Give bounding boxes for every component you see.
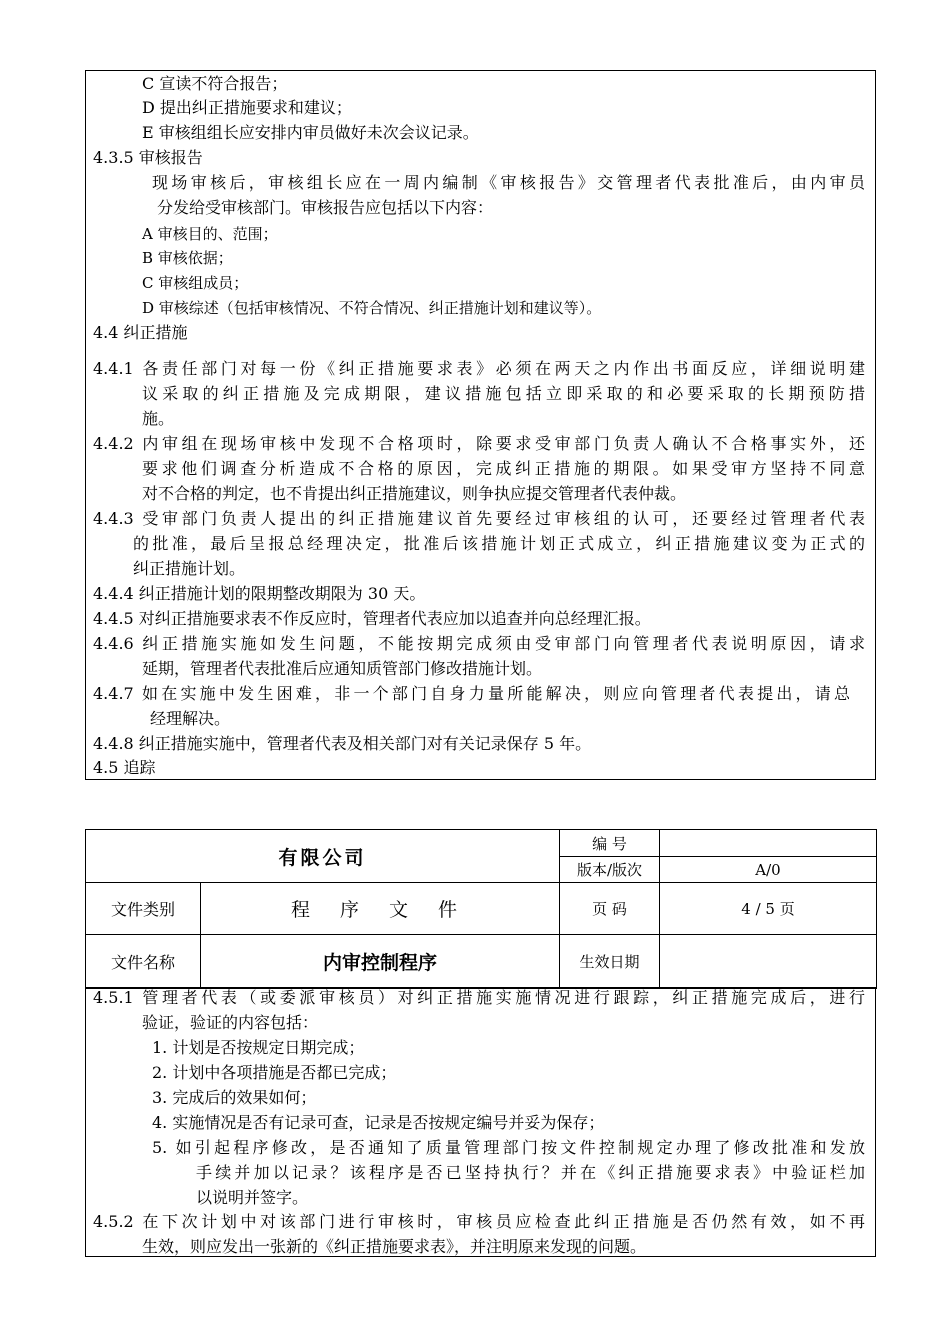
text-line: 4.4.6 纠正措施实施如发生问题，不能按期完成须由受审部门向管理者代表说明原因，请求 [93, 634, 865, 653]
section-heading: 4.5 追踪 [93, 758, 156, 777]
text-line: 4.4.5 对纠正措施要求表不作反应时，管理者代表应加以追查并向总经理汇报。 [93, 609, 651, 628]
list-item: 3. 完成后的效果如何； [152, 1088, 317, 1107]
text-line: C 宣读不符合报告； [142, 74, 288, 93]
text-line: 延期，管理者代表批准后应通知质管部门修改措施计划。 [142, 659, 543, 678]
list-item: 2. 计划中各项措施是否都已完成； [152, 1063, 397, 1082]
text-line: B 审核依据； [142, 249, 233, 267]
text-line: 分发给受审核部门。审核报告应包括以下内容： [157, 198, 494, 217]
text-line: 4.4.8 纠正措施实施中，管理者代表及相关部门对有关记录保存 5 年。 [93, 734, 592, 753]
text-line: 生效，则应发出一张新的《纠正措施要求表》，并注明原来发现的问题。 [142, 1237, 647, 1256]
text-line: 的批准，最后呈报总经理决定，批准后该措施计划正式成立，纠正措施建议变为正式的 [133, 534, 865, 553]
list-item: 5. 如引起程序修改，是否通知了质量管理部门按文件控制规定办理了修改批准和发放 [152, 1138, 865, 1157]
document-name: 内审控制程序 [201, 935, 560, 989]
text-line: 要求他们调查分析造成不合格的原因，完成纠正措施的期限。如果受审方坚持不同意 [142, 459, 865, 478]
text-line: 4.4.2 内审组在现场审核中发现不合格项时，除要求受审部门负责人确认不合格事实外，还 [93, 434, 865, 453]
text-line: 验证，验证的内容包括： [142, 1013, 319, 1032]
name-label: 文件名称 [86, 935, 201, 989]
document-header-table [85, 829, 877, 989]
text-line: D 提出纠正措施要求和建议； [142, 98, 352, 117]
category-value: 程 序 文 件 [201, 883, 560, 935]
text-line: 对不合格的判定，也不肯提出纠正措施建议，则争执应提交管理者代表仲裁。 [142, 484, 687, 503]
section-heading: 4.4 纠正措施 [93, 323, 188, 342]
version-value: A/0 [660, 857, 877, 883]
text-line: 以说明并签字。 [196, 1188, 309, 1207]
text-line: 4.4.7 如在实施中发生困难，非一个部门自身力量所能解决，则应向管理者代表提出，请总 [93, 684, 850, 703]
number-label: 编 号 [560, 830, 660, 857]
page-label: 页 码 [560, 883, 660, 935]
date-label: 生效日期 [560, 935, 660, 989]
text-line: 4.5.2 在下次计划中对该部门进行审核时，审核员应检查此纠正措施是否仍然有效，如不再 [93, 1212, 865, 1231]
text-line: 议采取的纠正措施及完成期限，建议措施包括立即采取的和必要采取的长期预防措 [142, 384, 865, 403]
section-heading: 4.3.5 审核报告 [93, 148, 203, 167]
page-value: 4 / 5 页 [660, 883, 877, 935]
list-item: 1. 计划是否按规定日期完成； [152, 1038, 365, 1057]
text-line: A 审核目的、范围； [142, 225, 278, 243]
text-line: 现场审核后，审核组长应在一周内编制《审核报告》交管理者代表批准后，由内审员 [152, 173, 865, 192]
text-line: E 审核组组长应安排内审员做好未次会议记录。 [142, 123, 479, 142]
list-item: 4. 实施情况是否有记录可查，记录是否按规定编号并妥为保存； [152, 1113, 605, 1132]
category-label: 文件类别 [86, 883, 201, 935]
text-line: 4.4.3 受审部门负责人提出的纠正措施建议首先要经过审核组的认可，还要经过管理者代表 [93, 509, 865, 528]
text-line: 施。 [142, 409, 175, 428]
text-line: D 审核综述（包括审核情况、不符合情况、纠正措施计划和建议等）。 [142, 299, 602, 317]
text-line: C 审核组成员； [142, 274, 249, 292]
text-line: 纠正措施计划。 [133, 559, 246, 578]
company-name: 有限公司 [86, 830, 560, 883]
text-line: 4.4.4 纠正措施计划的限期整改期限为 30 天。 [93, 584, 426, 603]
text-line: 4.4.1 各责任部门对每一份《纠正措施要求表》必须在两天之内作出书面反应，详细说明建 [93, 359, 865, 378]
text-line: 经理解决。 [150, 709, 231, 728]
text-line: 4.5.1 管理者代表（或委派审核员）对纠正措施实施情况进行跟踪，纠正措施完成后，进行 [93, 988, 865, 1007]
version-label: 版本/版次 [560, 857, 660, 883]
date-value [660, 935, 877, 989]
number-value [660, 830, 877, 857]
text-line: 手续并加以记录？该程序是否已坚持执行？并在《纠正措施要求表》中验证栏加 [196, 1163, 865, 1182]
